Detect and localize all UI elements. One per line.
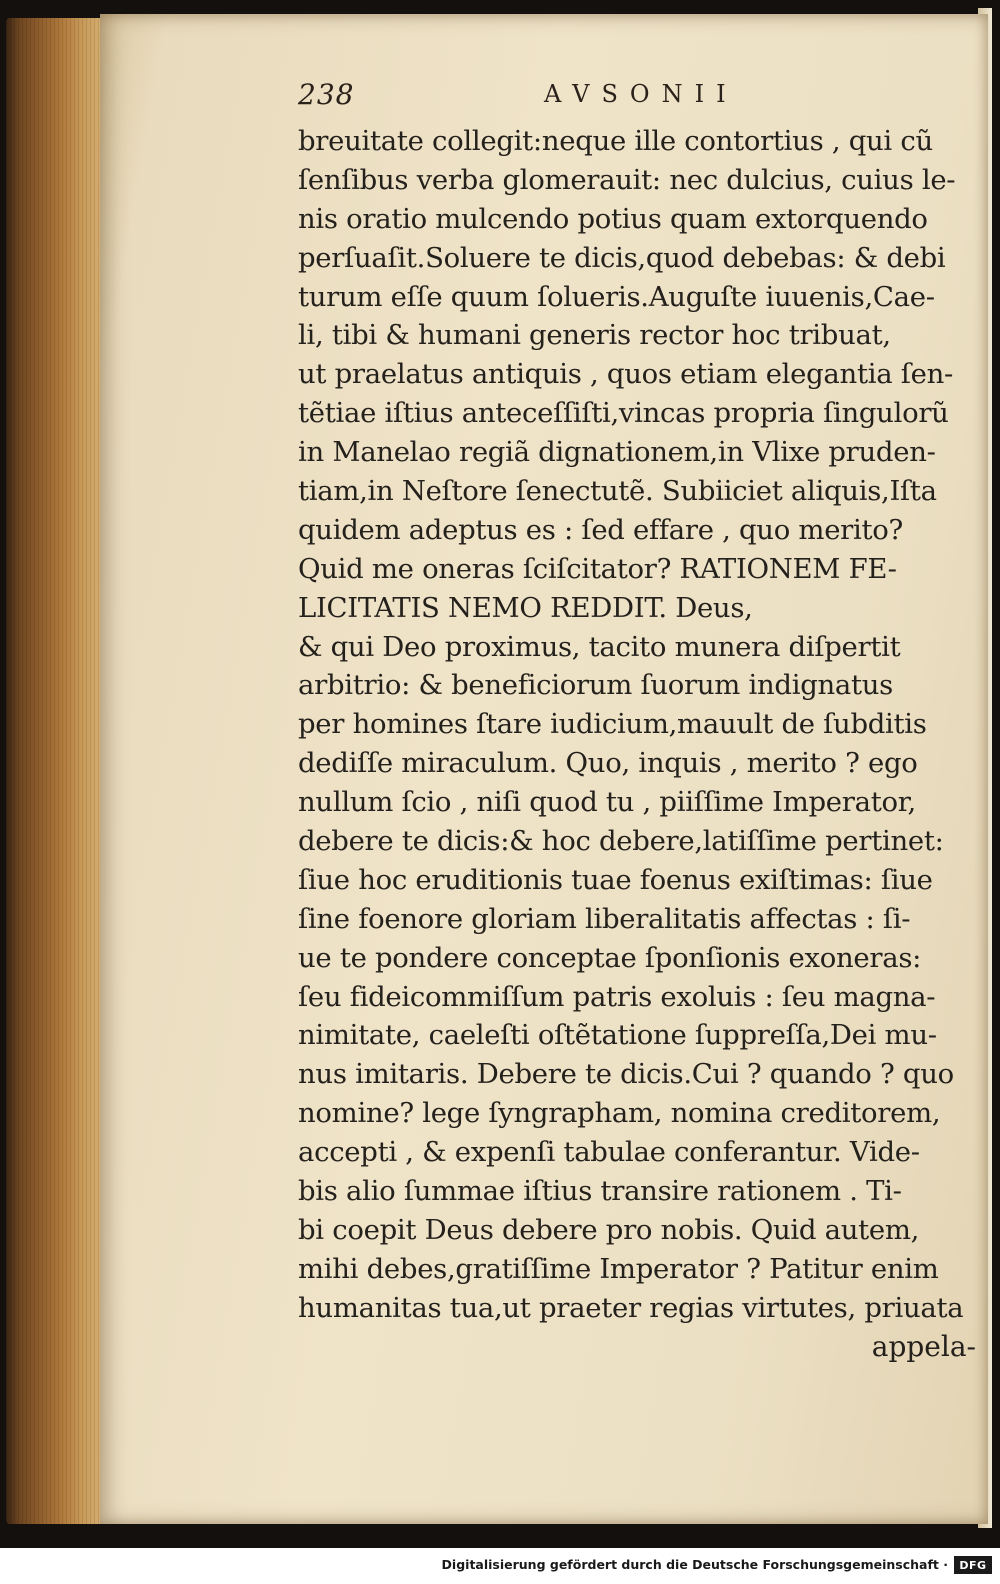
text-line: perſuaſit.Soluere te dicis,quod debebas: & debi xyxy=(298,241,946,274)
text-line: ſeu fideicommiſſum patris exoluis : ſeu magna- xyxy=(298,980,936,1013)
text-line: li, tibi & humani generis rector hoc tribuat, xyxy=(298,319,891,352)
catchword: appela- xyxy=(871,1330,976,1363)
funding-credit: Digitalisierung gefördert durch die Deutsche Forschungsgemeinschaft · xyxy=(441,1557,948,1572)
text-line: tiam,in Neſtore ſenectutẽ. Subiiciet aliquis,Iſta xyxy=(298,475,937,508)
text-line: ſiue hoc eruditionis tuae foenus exiſtimas: ſiue xyxy=(298,863,933,896)
text-line: mihi debes,gratiſſime Imperator ? Patitur enim xyxy=(298,1252,939,1285)
book-page-edges xyxy=(6,18,108,1524)
page-header xyxy=(298,78,988,120)
text-line: nullum ſcio , niſi quod tu , piiſſime Imperator, xyxy=(298,786,916,819)
text-line: ue te pondere conceptae ſponſionis exoneras: xyxy=(298,941,922,974)
text-line: per homines ſtare iudicium,mauult de ſubditis xyxy=(298,708,927,741)
text-line: arbitrio: & beneficiorum ſuorum indignatus xyxy=(298,669,893,702)
text-line: tẽtiae iſtius anteceſſiſti,vincas propria ſingulorũ xyxy=(298,397,949,430)
text-line: breuitate collegit:neque ille contortius , qui cũ xyxy=(298,125,933,157)
text-line: bi coepit Deus debere pro nobis. Quid autem, xyxy=(298,1213,920,1246)
text-line: dediſſe miraculum. Quo, inquis , merito ? ego xyxy=(298,747,918,780)
text-line: ſenſibus verba glomerauit: nec dulcius, cuius le- xyxy=(298,163,956,196)
text-line: bis alio ſummae iſtius transire rationem . Ti- xyxy=(298,1175,902,1208)
dfg-logo: DFG xyxy=(954,1556,992,1574)
running-head: AVSONII xyxy=(544,80,738,108)
text-line: in Manelao regiã dignationem,in Vlixe pruden- xyxy=(298,436,936,469)
text-line: nus imitaris. Debere te dicis.Cui ? quando ? quo xyxy=(298,1058,954,1091)
text-line: ſine foenore gloriam liberalitatis affectas : ſi- xyxy=(298,902,911,935)
text-line: LICITATIS NEMO REDDIT. Deus, xyxy=(298,591,753,624)
text-line: nomine? lege ſyngrapham, nomina creditorem, xyxy=(298,1097,941,1130)
text-line: & qui Deo proximus, tacito munera diſpertit xyxy=(298,630,901,663)
text-line: humanitas tua,ut praeter regias virtutes, priuata xyxy=(298,1291,964,1324)
text-line: nis oratio mulcendo potius quam extorquendo xyxy=(298,202,928,235)
body-text xyxy=(298,122,986,1328)
text-line: ut praelatus antiquis , quos etiam elegantia ſen- xyxy=(298,358,953,391)
text-line: turum eſſe quum ſolueris.Auguſte iuuenis,Cae- xyxy=(298,280,935,313)
text-line: Quid me oneras ſciſcitator? RATIONEM FE- xyxy=(298,552,897,585)
footer-bar xyxy=(0,1548,1000,1584)
page-number: 238 xyxy=(298,78,355,111)
text-line: debere te dicis:& hoc debere,latiſſime pertinet: xyxy=(298,825,944,858)
text-line: nimitate, caeleſti oſtẽtatione ſuppreſſa,Dei mu- xyxy=(298,1019,937,1052)
text-line: accepti , & expenſi tabulae conferantur. Vide- xyxy=(298,1136,920,1169)
text-line: quidem adeptus es : ſed effare , quo merito? xyxy=(298,513,903,546)
